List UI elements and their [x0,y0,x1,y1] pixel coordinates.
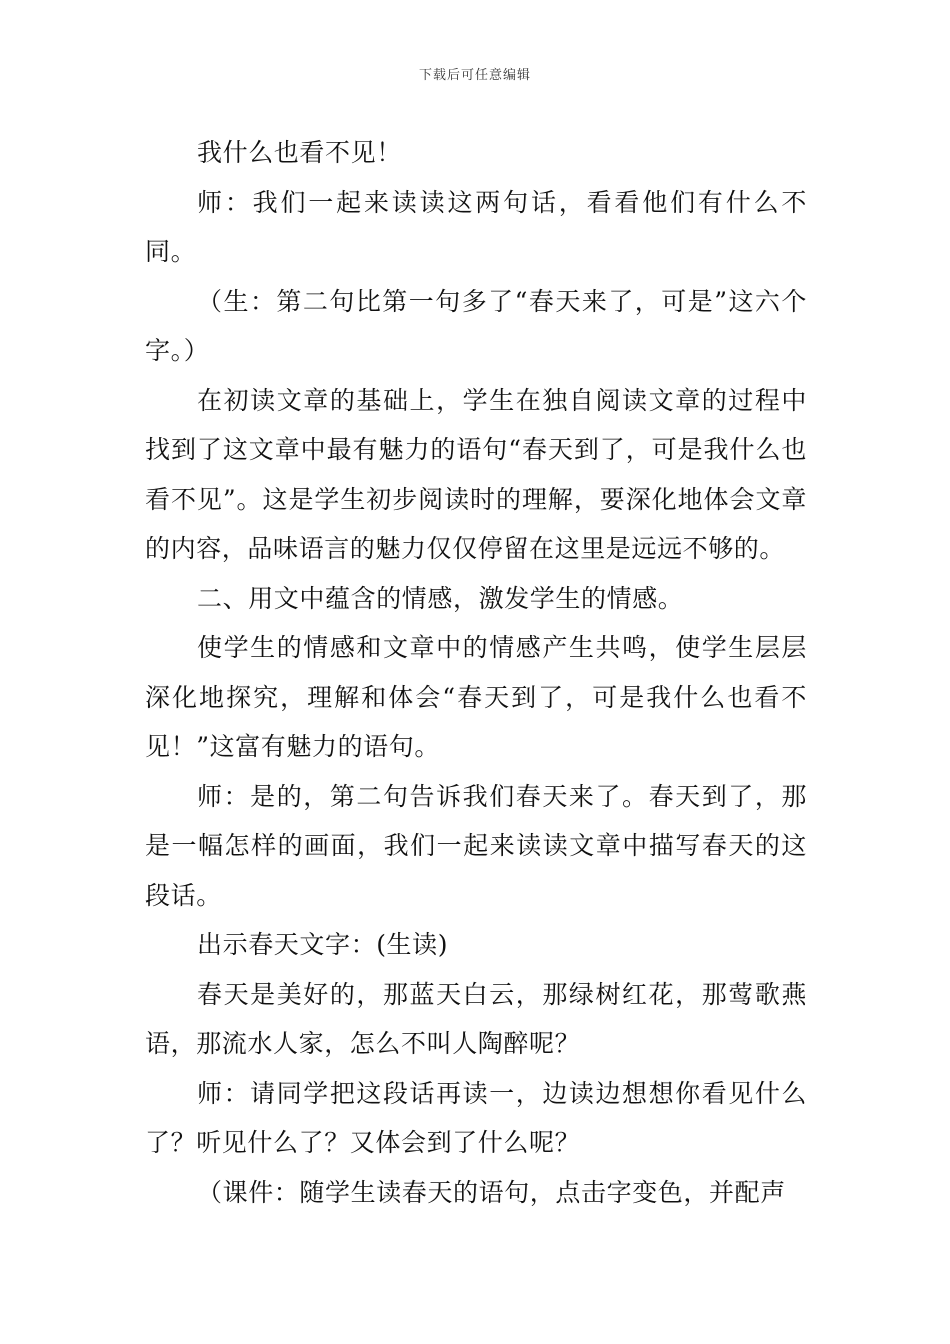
paragraph-8: 出示春天文字：(生读) [197,930,449,959]
paragraph-7: 师：是的，第二句告诉我们春天来了。春天到了，那是一幅怎样的画面，我们一起来读读文章中描写春天的这段话。 [145,781,807,910]
paragraph-1: 我什么也看不见！ [197,138,402,167]
paragraph-2: 师：我们一起来读读这两句话，看看他们有什么不同。 [145,187,807,266]
paragraph-3: （生：第二句比第一句多了“春天来了，可是”这六个字。） [145,286,807,365]
paragraph-9: 春天是美好的，那蓝天白云，那绿树红花，那莺歌燕语，那流水人家，怎么不叫人陶醉呢？ [145,979,807,1058]
page-header: 下载后可任意编辑 [418,68,531,83]
paragraph-5: 二、用文中蕴含的情感，激发学生的情感。 [197,583,684,613]
document-body [145,128,807,1217]
paragraph-10: 师：请同学把这段话再读一，边读边想想你看见什么了？听见什么了？又体会到了什么呢？ [145,1078,807,1157]
paragraph-11: （课件：随学生读春天的语句，点击字变色，并配声 [197,1177,786,1207]
paragraph-4: 在初读文章的基础上，学生在独自阅读文章的过程中找到了这文章中最有魅力的语句“春天到了，可是我什么也看不见”。这是学生初步阅读时的理解，要深化地体会文章的内容，品味语言的魅力仅仅停留在这里是远远不够的。 [145,385,807,563]
paragraph-6: 使学生的情感和文章中的情感产生共鸣，使学生层层深化地探究，理解和体会“春天到了，可是我什么也看不见！”这富有魅力的语句。 [145,633,807,761]
